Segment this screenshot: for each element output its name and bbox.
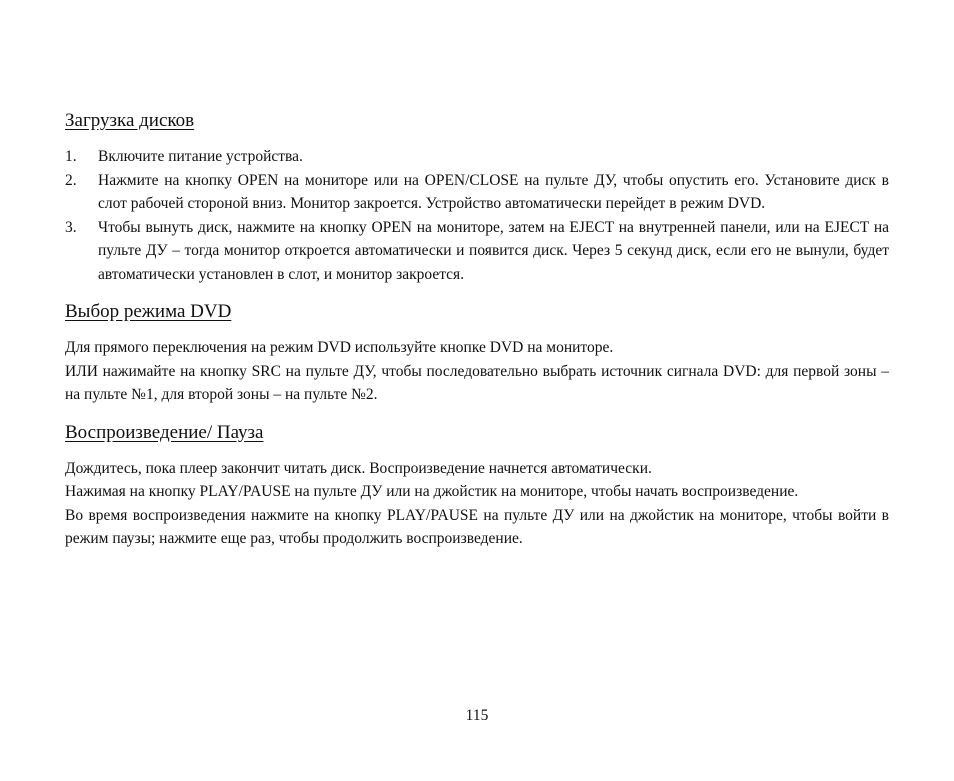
list-item-number: 3.	[65, 218, 77, 236]
paragraph: Во время воспроизведения нажмите на кнопку PLAY/PAUSE на пульте ДУ или на джойстик на мониторе, чтобы войти в режим паузы; нажмите еще раз, чтобы продолжить воспроизведение.	[65, 506, 889, 547]
list-item-text: Нажмите на кнопку OPEN на мониторе или на OPEN/CLOSE на пульте ДУ, чтобы опустить его. Установите диск в слот рабочей стороной вниз. Монитор закроется. Устройство автоматически перейдет в режим DVD.	[98, 171, 889, 212]
list-item	[65, 169, 889, 216]
list-item-text: Чтобы вынуть диск, нажмите на кнопку OPEN на мониторе, затем на EJECT на внутренней панели, или на EJECT на пульте ДУ – тогда монитор откроется автоматически и появится диск. Через 5 секунд диск, если его не вынули, будет автоматически установлен в слот, и монитор закроется.	[98, 218, 889, 283]
list-item-text: Включите питание устройства.	[98, 148, 303, 165]
paragraph: ИЛИ нажимайте на кнопку SRC на пульте ДУ, чтобы последовательно выбрать источник сигнала DVD: для первой зоны – на пульте №1, для второй зоны – на пульте №2.	[65, 362, 889, 403]
paragraph: Нажимая на кнопку PLAY/PAUSE на пульте ДУ или на джойстик на мониторе, чтобы начать воспроизведение.	[65, 483, 799, 500]
list-item	[65, 145, 889, 169]
section-heading-play-pause: Воспроизведение/ Пауза	[65, 421, 264, 443]
section-heading-dvd-mode: Выбор режима DVD	[65, 301, 232, 322]
section-heading-disc-loading: Загрузка дисков	[65, 110, 195, 131]
disc-loading-steps	[65, 145, 889, 286]
paragraph: Для прямого переключения на режим DVD используйте кнопке DVD на мониторе.	[65, 339, 614, 356]
page-number: 115	[465, 707, 489, 724]
list-item-number: 2.	[65, 171, 77, 189]
document-body	[65, 108, 889, 551]
list-item-number: 1.	[65, 148, 77, 165]
list-item	[65, 216, 889, 287]
paragraph: Дождитесь, пока плеер закончит читать диск. Воспроизведение начнется автоматически.	[65, 459, 652, 477]
